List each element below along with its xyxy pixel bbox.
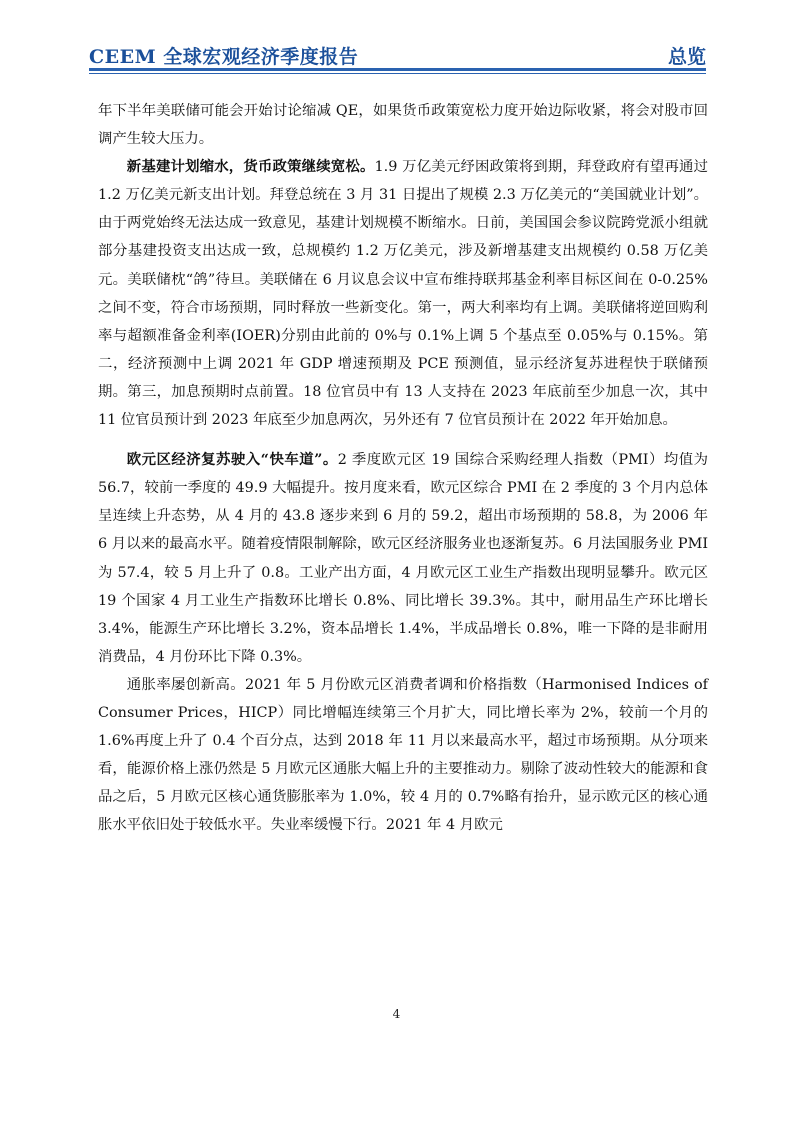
report-title: CEEM 全球宏观经济季度报告 bbox=[89, 46, 359, 68]
document-body bbox=[98, 97, 708, 839]
page-number: 4 bbox=[392, 1007, 401, 1021]
section-label: 总览 bbox=[667, 46, 706, 68]
paragraph-text: 年下半年美联储可能会开始讨论缩减 QE，如果货币政策宽松力度开始边际收紧，将会对股市回调产生较大压力。 bbox=[98, 103, 708, 148]
paragraph-text: 通胀率屡创新高。2021 年 5 月份欧元区消费者调和价格指数（Harmonised Indices of Consumer Prices，HICP）同比增幅连续第三个月扩大，同比增长率为 2%，较前一个月的 1.6%再度上升了 0.4 个百分点，达到 2018 年 11 月以来最高水平，超过市场预期。从分项来看，能源价格上涨仍然是 5 月欧元区通胀大幅上升的主要推动力。剔除了波动性较大的能源和食品之后，5 月欧元区核心通货膨胀率为 1.0%，较 4 月的 0.7%略有抬升，显示欧元区的核心通胀水平依旧处于较低水平。失业率缓慢下行。2021 年 4 月欧元 bbox=[98, 676, 708, 834]
paragraph-text: 2 季度欧元区 19 国综合采购经理人指数（PMI）均值为 56.7，较前一季度的 49.9 大幅提升。按月度来看，欧元区综合 PMI 在 2 季度的 3 个月内总体呈连续上升态势，从 4 月的 43.8 逐步来到 6 月的 59.2，超出市场预期的 58.8，为 2006 年 6 月以来的最高水平。随着疫情限制解除，欧元区经济服务业也逐渐复苏。6 月法国服务业 PMI 为 57.4，较 5 月上升了 0.8。工业产出方面，4 月欧元区工业生产指数出现明显攀升。欧元区 19 个国家 4 月工业生产指数环比增长 0.8%、同比增长 39.3%。其中，耐用品生产环比增长 3.4%，能源生产环比增长 3.2%，资本品增长 1.4%，半成品增长 0.8%，唯一下降的是非耐用消费品，4 月份环比下降 0.3%。 bbox=[98, 452, 708, 665]
header-divider-thin bbox=[89, 73, 706, 74]
paragraph-us-policy bbox=[98, 153, 708, 434]
paragraph-lead: 新基建计划缩水，货币政策继续宽松。 bbox=[126, 158, 375, 176]
paragraph-eurozone-recovery bbox=[98, 446, 708, 671]
paragraph-inflation bbox=[98, 671, 708, 840]
paragraph-text: 1.9 万亿美元纾困政策将到期，拜登政府有望再通过 1.2 万亿美元新支出计划。拜登总统在 3 月 31 日提出了规模 2.3 万亿美元的“美国就业计划”。由于两党始终无法达成一致意见，基建计划规模不断缩水。日前，美国国会参议院跨党派小组就部分基建投资支出达成一致，总规模约 1.2 万亿美元，涉及新增基建支出规模约 0.58 万亿美元。美联储枕“鸽”待旦。美联储在 6 月议息会议中宣布维持联邦基金利率目标区间在 0-0.25%之间不变，符合市场预期，同时释放一些新变化。第一，两大利率均有上调。美联储将逆回购利率与超额准备金利率(IOER)分别由此前的 0%与 0.1%上调 5 个基点至 0.05%与 0.15%。第二，经济预测中上调 2021 年 GDP 增速预期及 PCE 预测值，显示经济复苏进程快于联储预期。第三，加息预期时点前置。18 位官员中有 13 人支持在 2023 年底前至少加息一次，其中 11 位官员预计到 2023 年底至少加息两次，另外还有 7 位官员预计在 2022 年开始加息。 bbox=[98, 159, 708, 429]
header-divider bbox=[89, 68, 706, 71]
paragraph-continuation bbox=[98, 97, 708, 153]
paragraph-lead: 欧元区经济复苏驶入“快车道”。 bbox=[126, 451, 338, 469]
page-header bbox=[89, 38, 706, 70]
